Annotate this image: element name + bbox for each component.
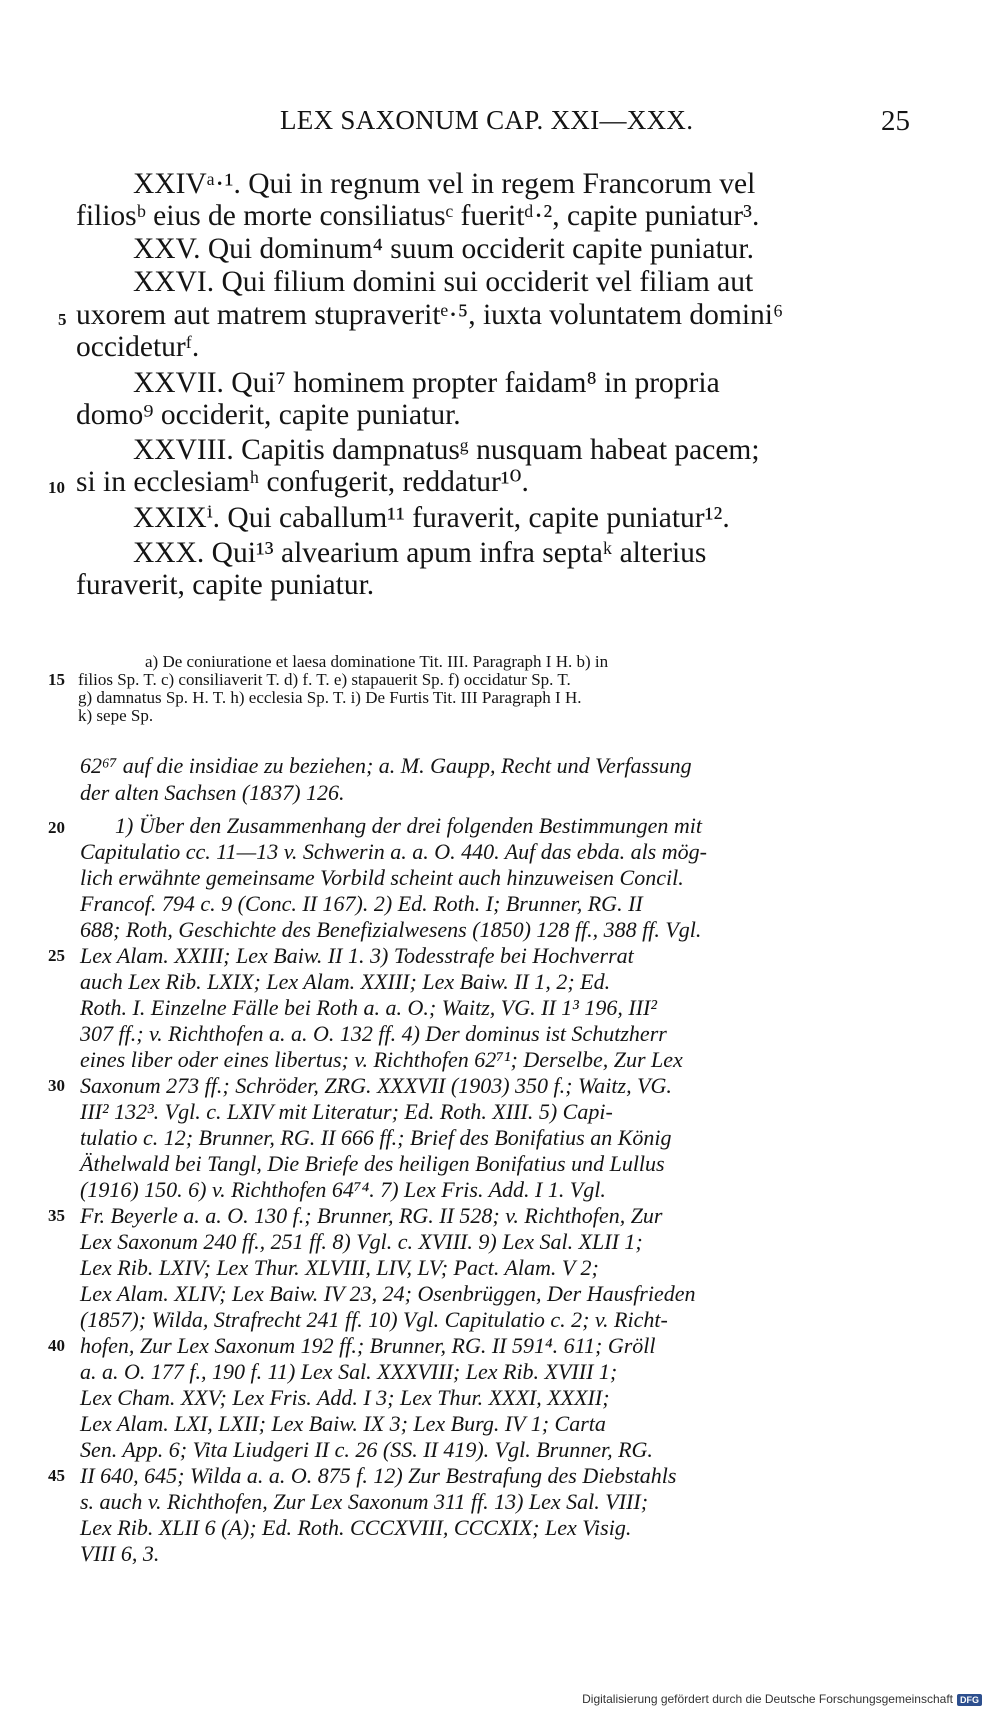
footnote-line: a) De coniuratione et laesa dominatione Tit. III. Paragraph I H. b) in bbox=[145, 652, 609, 671]
main-line: XXIXⁱ. Qui caballum¹¹ furaverit, capite puniatur¹². bbox=[133, 502, 730, 534]
note-line: Capitulatio cc. 11—13 v. Schwerin a. a. O. 440. Auf das ebda. als mög- bbox=[80, 839, 707, 864]
digitization-credit bbox=[582, 1692, 982, 1706]
note-line: Francof. 794 c. 9 (Conc. II 167). 2) Ed. Roth. I; Brunner, RG. II bbox=[80, 891, 643, 916]
note-line: Sen. App. 6; Vita Liudgeri II c. 26 (SS. II 419). Vgl. Brunner, RG. bbox=[80, 1437, 653, 1462]
main-line: filiosᵇ eius de morte consiliatusᶜ fueritᵈ·², capite puniatur³. bbox=[76, 200, 760, 232]
line-number: 40 bbox=[48, 1336, 65, 1355]
note-line: s. auch v. Richthofen, Zur Lex Saxonum 311 ff. 13) Lex Sal. VIII; bbox=[80, 1489, 649, 1514]
line-number: 15 bbox=[48, 670, 65, 689]
note-line: tulatio c. 12; Brunner, RG. II 666 ff.; Brief des Bonifatius an König bbox=[80, 1125, 672, 1150]
footnote-line: g) damnatus Sp. H. T. h) ecclesia Sp. T. i) De Furtis Tit. III Paragraph I H. bbox=[78, 688, 582, 707]
main-line: XXVI. Qui filium domini sui occiderit vel filiam aut bbox=[133, 266, 754, 298]
note-line: Lex Cham. XXV; Lex Fris. Add. I 3; Lex Thur. XXXI, XXXII; bbox=[80, 1385, 610, 1410]
note-line: Äthelwald bei Tangl, Die Briefe des heiligen Bonifatius und Lullus bbox=[80, 1151, 665, 1176]
line-number: 20 bbox=[48, 818, 65, 837]
note-line: Lex Rib. LXIV; Lex Thur. XLVIII, LIV, LV; Pact. Alam. V 2; bbox=[80, 1255, 599, 1280]
main-line: XXX. Qui¹³ alvearium apum infra septaᵏ alterius bbox=[133, 537, 707, 569]
running-title: LEX SAXONUM CAP. XXI—XXX. bbox=[280, 105, 694, 135]
note-line: Fr. Beyerle a. a. O. 130 f.; Brunner, RG. II 528; v. Richthofen, Zur bbox=[80, 1203, 663, 1228]
note-line: (1916) 150. 6) v. Richthofen 64⁷⁴. 7) Lex Fris. Add. I 1. Vgl. bbox=[80, 1177, 606, 1202]
note-line: 1) Über den Zusammenhang der drei folgenden Bestimmungen mit bbox=[115, 813, 702, 838]
page-number: 25 bbox=[881, 105, 910, 137]
note-line: III² 132³. Vgl. c. LXIV mit Literatur; Ed. Roth. XIII. 5) Capi- bbox=[80, 1099, 613, 1124]
line-number: 5 bbox=[58, 310, 67, 329]
note-line: 307 ff.; v. Richthofen a. a. O. 132 ff. 4) Der dominus ist Schutzherr bbox=[80, 1021, 667, 1046]
main-line: domo⁹ occiderit, capite puniatur. bbox=[76, 399, 461, 431]
footnote-line: k) sepe Sp. bbox=[78, 706, 154, 725]
note-line: hofen, Zur Lex Saxonum 192 ff.; Brunner, RG. II 591⁴. 611; Gröll bbox=[80, 1333, 656, 1358]
note-line: Lex Alam. XXIII; Lex Baiw. II 1. 3) Todesstrafe bei Hochverrat bbox=[80, 943, 634, 968]
note-line: Saxonum 273 ff.; Schröder, ZRG. XXXVII (1903) 350 f.; Waitz, VG. bbox=[80, 1073, 672, 1098]
note-line: 688; Roth, Geschichte des Benefizialwesens (1850) 128 ff., 388 ff. Vgl. bbox=[80, 917, 702, 942]
note-line: eines liber oder eines libertus; v. Richthofen 62⁷¹; Derselbe, Zur Lex bbox=[80, 1047, 683, 1072]
main-line: occideturᶠ. bbox=[76, 331, 200, 363]
note-line: Roth. I. Einzelne Fälle bei Roth a. a. O.; Waitz, VG. II 1³ 196, III² bbox=[80, 995, 657, 1020]
line-number: 35 bbox=[48, 1206, 65, 1225]
main-line: furaverit, capite puniatur. bbox=[76, 569, 375, 601]
line-number: 30 bbox=[48, 1076, 65, 1095]
note-line: der alten Sachsen (1837) 126. bbox=[80, 780, 345, 805]
note-line: II 640, 645; Wilda a. a. O. 875 f. 12) Zur Bestrafung des Diebstahls bbox=[80, 1463, 677, 1488]
note-line: a. a. O. 177 f., 190 f. 11) Lex Sal. XXXVIII; Lex Rib. XVIII 1; bbox=[80, 1359, 618, 1384]
note-line: Lex Saxonum 240 ff., 251 ff. 8) Vgl. c. XVIII. 9) Lex Sal. XLII 1; bbox=[80, 1229, 643, 1254]
main-line: XXVII. Qui⁷ hominem propter faidam⁸ in propria bbox=[133, 367, 720, 399]
note-line: (1857); Wilda, Strafrecht 241 ff. 10) Vgl. Capitulatio c. 2; v. Richt- bbox=[80, 1307, 668, 1332]
note-line: lich erwähnte gemeinsame Vorbild scheint auch hinzuweisen Concil. bbox=[80, 865, 684, 890]
line-number: 45 bbox=[48, 1466, 65, 1485]
running-header bbox=[270, 105, 910, 145]
dfg-logo-icon: DFG bbox=[957, 1694, 982, 1706]
note-line: 62⁶⁷ auf die insidiae zu beziehen; a. M. Gaupp, Recht und Verfassung bbox=[80, 753, 692, 778]
line-number: 25 bbox=[48, 946, 65, 965]
main-line: si in ecclesiamʰ confugerit, reddatur¹⁰. bbox=[76, 466, 529, 498]
footnote-line: filios Sp. T. c) consiliaverit T. d) f. T. e) stapauerit Sp. f) occidatur Sp. T. bbox=[78, 670, 571, 689]
note-line: Lex Alam. LXI, LXII; Lex Baiw. IX 3; Lex Burg. IV 1; Carta bbox=[80, 1411, 606, 1436]
main-line: uxorem aut matrem stupraveritᵉ·⁵, iuxta voluntatem domini⁶ bbox=[76, 299, 784, 331]
line-number: 10 bbox=[48, 478, 65, 497]
note-line: Lex Rib. XLII 6 (A); Ed. Roth. CCCXVIII, CCCXIX; Lex Visig. bbox=[80, 1515, 632, 1540]
main-line: XXIVᵃ·¹. Qui in regnum vel in regem Francorum vel bbox=[133, 168, 756, 200]
note-line: auch Lex Rib. LXIX; Lex Alam. XXIII; Lex Baiw. II 1, 2; Ed. bbox=[80, 969, 611, 994]
note-line: VIII 6, 3. bbox=[80, 1541, 160, 1566]
main-line: XXV. Qui dominum⁴ suum occiderit capite puniatur. bbox=[133, 233, 754, 265]
credit-text: Digitalisierung gefördert durch die Deutsche Forschungsgemeinschaft bbox=[582, 1692, 953, 1706]
note-line: Lex Alam. XLIV; Lex Baiw. IV 23, 24; Osenbrüggen, Der Hausfrieden bbox=[80, 1281, 696, 1306]
main-line: XXVIII. Capitis dampnatusᵍ nusquam habeat pacem; bbox=[133, 434, 760, 466]
